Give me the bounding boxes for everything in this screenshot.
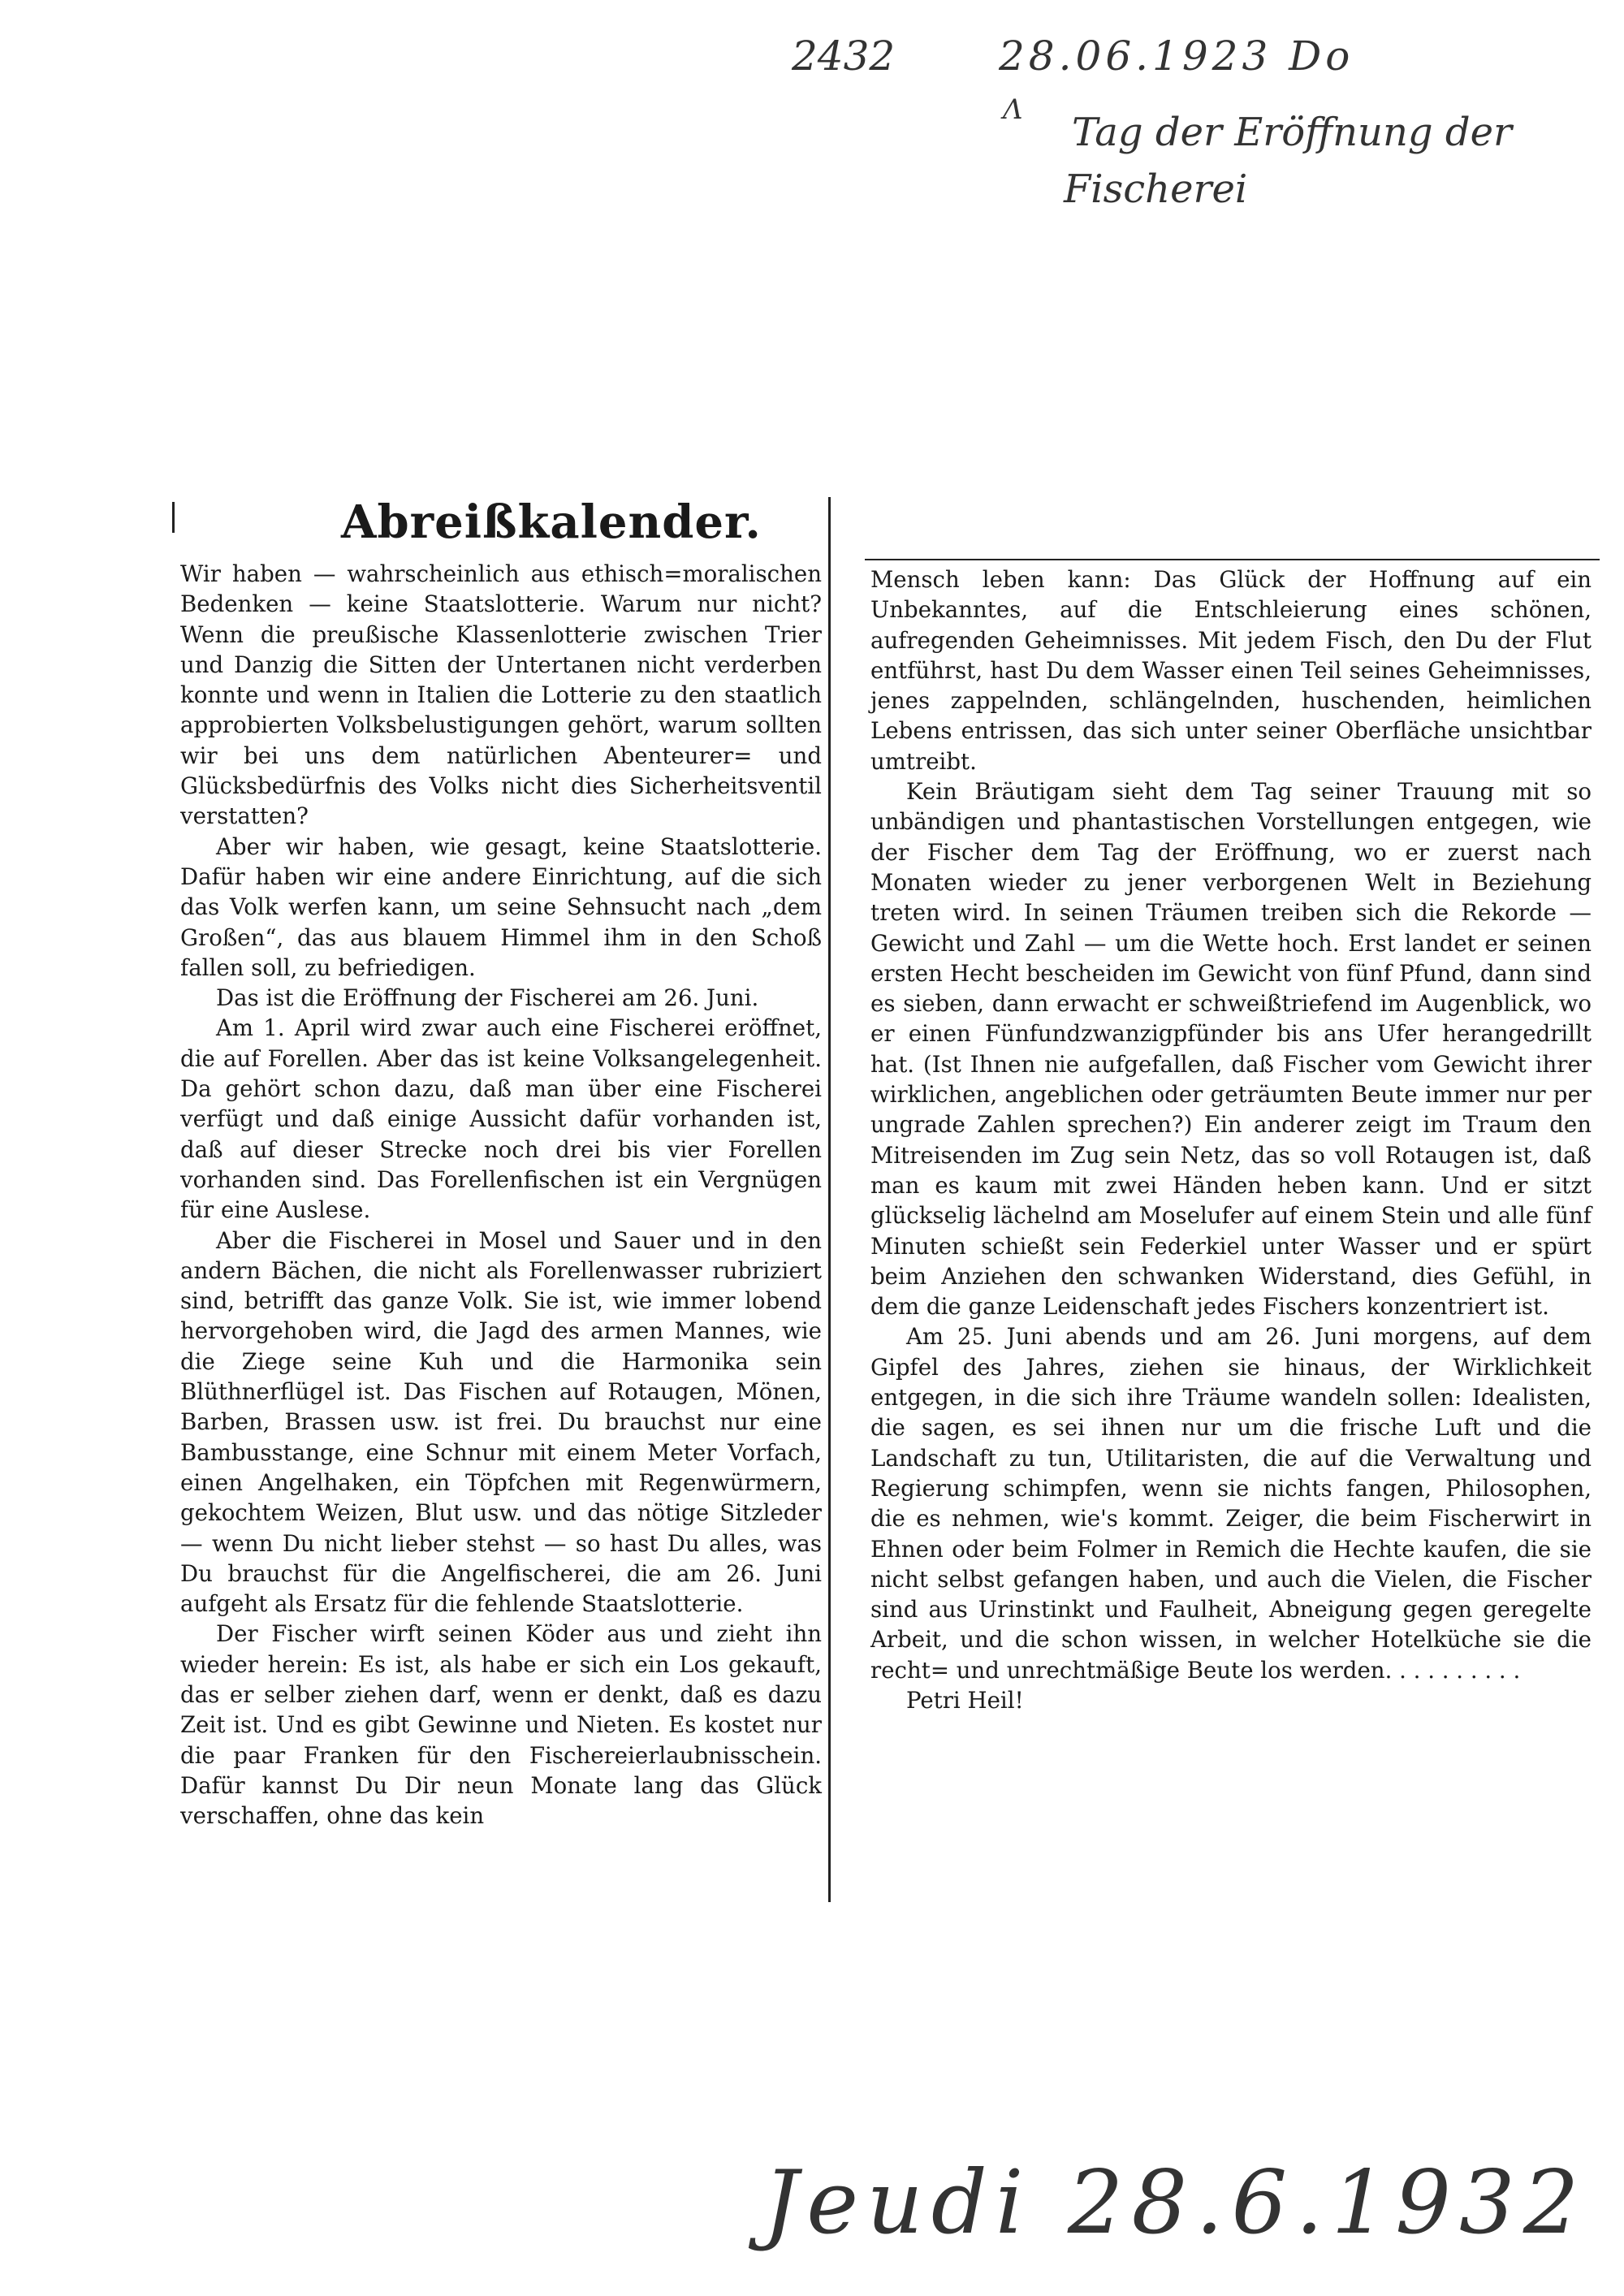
handwritten-bottom-date: Jeudi 28.6.1932: [763, 2152, 1587, 2254]
handwritten-note-line-1: Tag der Eröffnung der: [1072, 110, 1512, 155]
paragraph: Das ist die Eröffnung der Fischerei am 26. Juni.: [216, 984, 759, 1012]
handwritten-note-line-2: Fischerei: [1064, 166, 1248, 212]
article-title: Abreißkalender.: [341, 495, 762, 549]
paragraph: Aber die Fischerei in Mosel und Sauer und in den andern Bächen, die nicht als Forellenwasser rubriziert sind, betrifft das ganze Volk. Sie ist, wie immer lobend hervorgehoben wird, die Jagd des armen Mannes, wie die Ziege seine Kuh und die Harmonika sein Blüthnerflügel ist. Das Fischen auf Rotaugen, Mönen, Barben, Brassen usw. ist frei. Du brauchst nur eine Bambusstange, eine Schnur mit einem Meter Vorfach, einen Angelhaken, ein Töpfchen mit Regenwürmern, gekochtem Weizen, Blut usw. und das nötige Sitzleder — wenn Du nicht lieber stehst — so hast Du alles, was Du brauchst für die Angelfischerei, die am 26. Juni aufgeht als Ersatz für die fehlende Staatslotterie.: [180, 1226, 822, 1618]
article-column-left: [180, 559, 822, 1831]
paragraph: Der Fischer wirft seinen Köder aus und zieht ihn wieder herein: Es ist, als habe er sich ein Los gekauft, das er selber ziehen darf, wenn er denkt, daß es dazu Zeit ist. Und es gibt Gewinne und Nieten. Es kostet nur die paar Franken für den Fischereierlaubnisschein. Dafür kannst Du Dir neun Monate lang das Glück verschaffen, ohne das kein: [180, 1620, 822, 1830]
paragraph: Aber wir haben, wie gesagt, keine Staatslotterie. Dafür haben wir eine andere Einrichtung, auf die sich das Volk werfen kann, um seine Sehnsucht nach „dem Großen“, das aus blauem Himmel ihm in den Schoß fallen soll, zu befriedigen.: [180, 832, 822, 981]
column-divider: [828, 497, 831, 1902]
column-rule-left: [172, 502, 175, 533]
archive-number: 2432: [792, 32, 896, 80]
handwritten-date: 28.06.1923 Do: [999, 32, 1354, 80]
paragraph: Wir haben — wahrscheinlich aus ethisch=moralischen Bedenken — keine Staatslotterie. Warum nur nicht? Wenn die preußische Klassenlotterie zwischen Trier und Danzig die Sitten der Untertanen nicht verderben konnte und wenn in Italien die Lotterie zu den staatlich approbierten Volksbelustigungen gehört, warum sollten wir bei uns dem natürlichen Abenteurer= und Glücksbedürfnis des Volks nicht dies Sicherheitsventil verstatten?: [180, 560, 822, 830]
signature: Petri Heil!: [906, 1686, 1024, 1714]
paragraph: Am 25. Juni abends und am 26. Juni morgens, auf dem Gipfel des Jahres, ziehen sie hinaus, der Wirklichkeit entgegen, in die sich ihre Träume wandeln sollen: Idealisten, die sagen, es sei ihnen nur um die frische Luft und die Landschaft zu tun, Utilitaristen, die auf die Verwaltung und Regierung schimpfen, wenn sie nichts fangen, Philosophen, die es nehmen, wie's kommt. Zeiger, die beim Fischerwirt in Ehnen oder beim Folmer in Remich die Hechte kaufen, die sie nicht selbst gefangen haben, und auch die Vielen, die Fischer sind aus Urinstinkt und Faulheit, Abneigung gegen geregelte Arbeit, und die schon wissen, in welcher Hotelküche sie die recht= und unrechtmäßige Beute los werden. . . . . . . . . .: [870, 1323, 1592, 1684]
paragraph: Am 1. April wird zwar auch eine Fischerei eröffnet, die auf Forellen. Aber das ist keine Volksangelegenheit. Da gehört schon dazu, daß man über eine Fischerei verfügt und daß einige Aussicht dafür vorhanden ist, daß auf dieser Strecke noch drei bis vier Forellen vorhanden sind. Das Forellenfischen ist ein Vergnügen für eine Auslese.: [180, 1014, 822, 1224]
column-top-rule: [865, 559, 1600, 560]
handwritten-note-mark: Ʌ: [1003, 93, 1023, 126]
paragraph: Kein Bräutigam sieht dem Tag seiner Trauung mit so unbändigen und phantastischen Vorstellungen entgegen, wie der Fischer dem Tag der Eröffnung, wo er zuerst nach Monaten wieder zu jener verborgenen Welt in Beziehung treten wird. In seinen Träumen treiben sich die Rekorde — Gewicht und Zahl — um die Wette hoch. Erst landet er seinen ersten Hecht bescheiden im Gewicht von fünf Pfund, dann sind es sieben, dann erwacht er schweißtriefend im Augenblick, wo er einen Fünfundzwanzigpfünder bis ans Ufer herangedrillt hat. (Ist Ihnen nie aufgefallen, daß Fischer vom Gewicht ihrer wirklichen, angeblichen oder geträumten Beute immer nur per ungrade Zahlen sprechen?) Ein anderer zeigt im Traum den Mitreisenden im Zug sein Netz, das so voll Rotaugen ist, daß man es kaum mit zwei Händen heben kann. Und er sitzt glückselig lächelnd am Moselufer auf einem Stein und alle fünf Minuten schießt sein Federkiel unter Wasser und er spürt beim Anziehen den schwanken Widerstand, dies Gefühl, in dem die ganze Leidenschaft jedes Fischers konzentriert ist.: [870, 778, 1592, 1321]
paragraph: Mensch leben kann: Das Glück der Hoffnung auf ein Unbekanntes, auf die Entschleierung eines schönen, aufregenden Geheimnisses. Mit jedem Fisch, den Du der Flut entführst, hast Du dem Wasser einen Teil seines Geheimnisses, jenes zappelnden, schlängelnden, huschenden, heimlichen Lebens entrissen, das sich unter seiner Oberfläche unsichtbar umtreibt.: [870, 566, 1592, 775]
article-column-right: [870, 564, 1592, 1715]
